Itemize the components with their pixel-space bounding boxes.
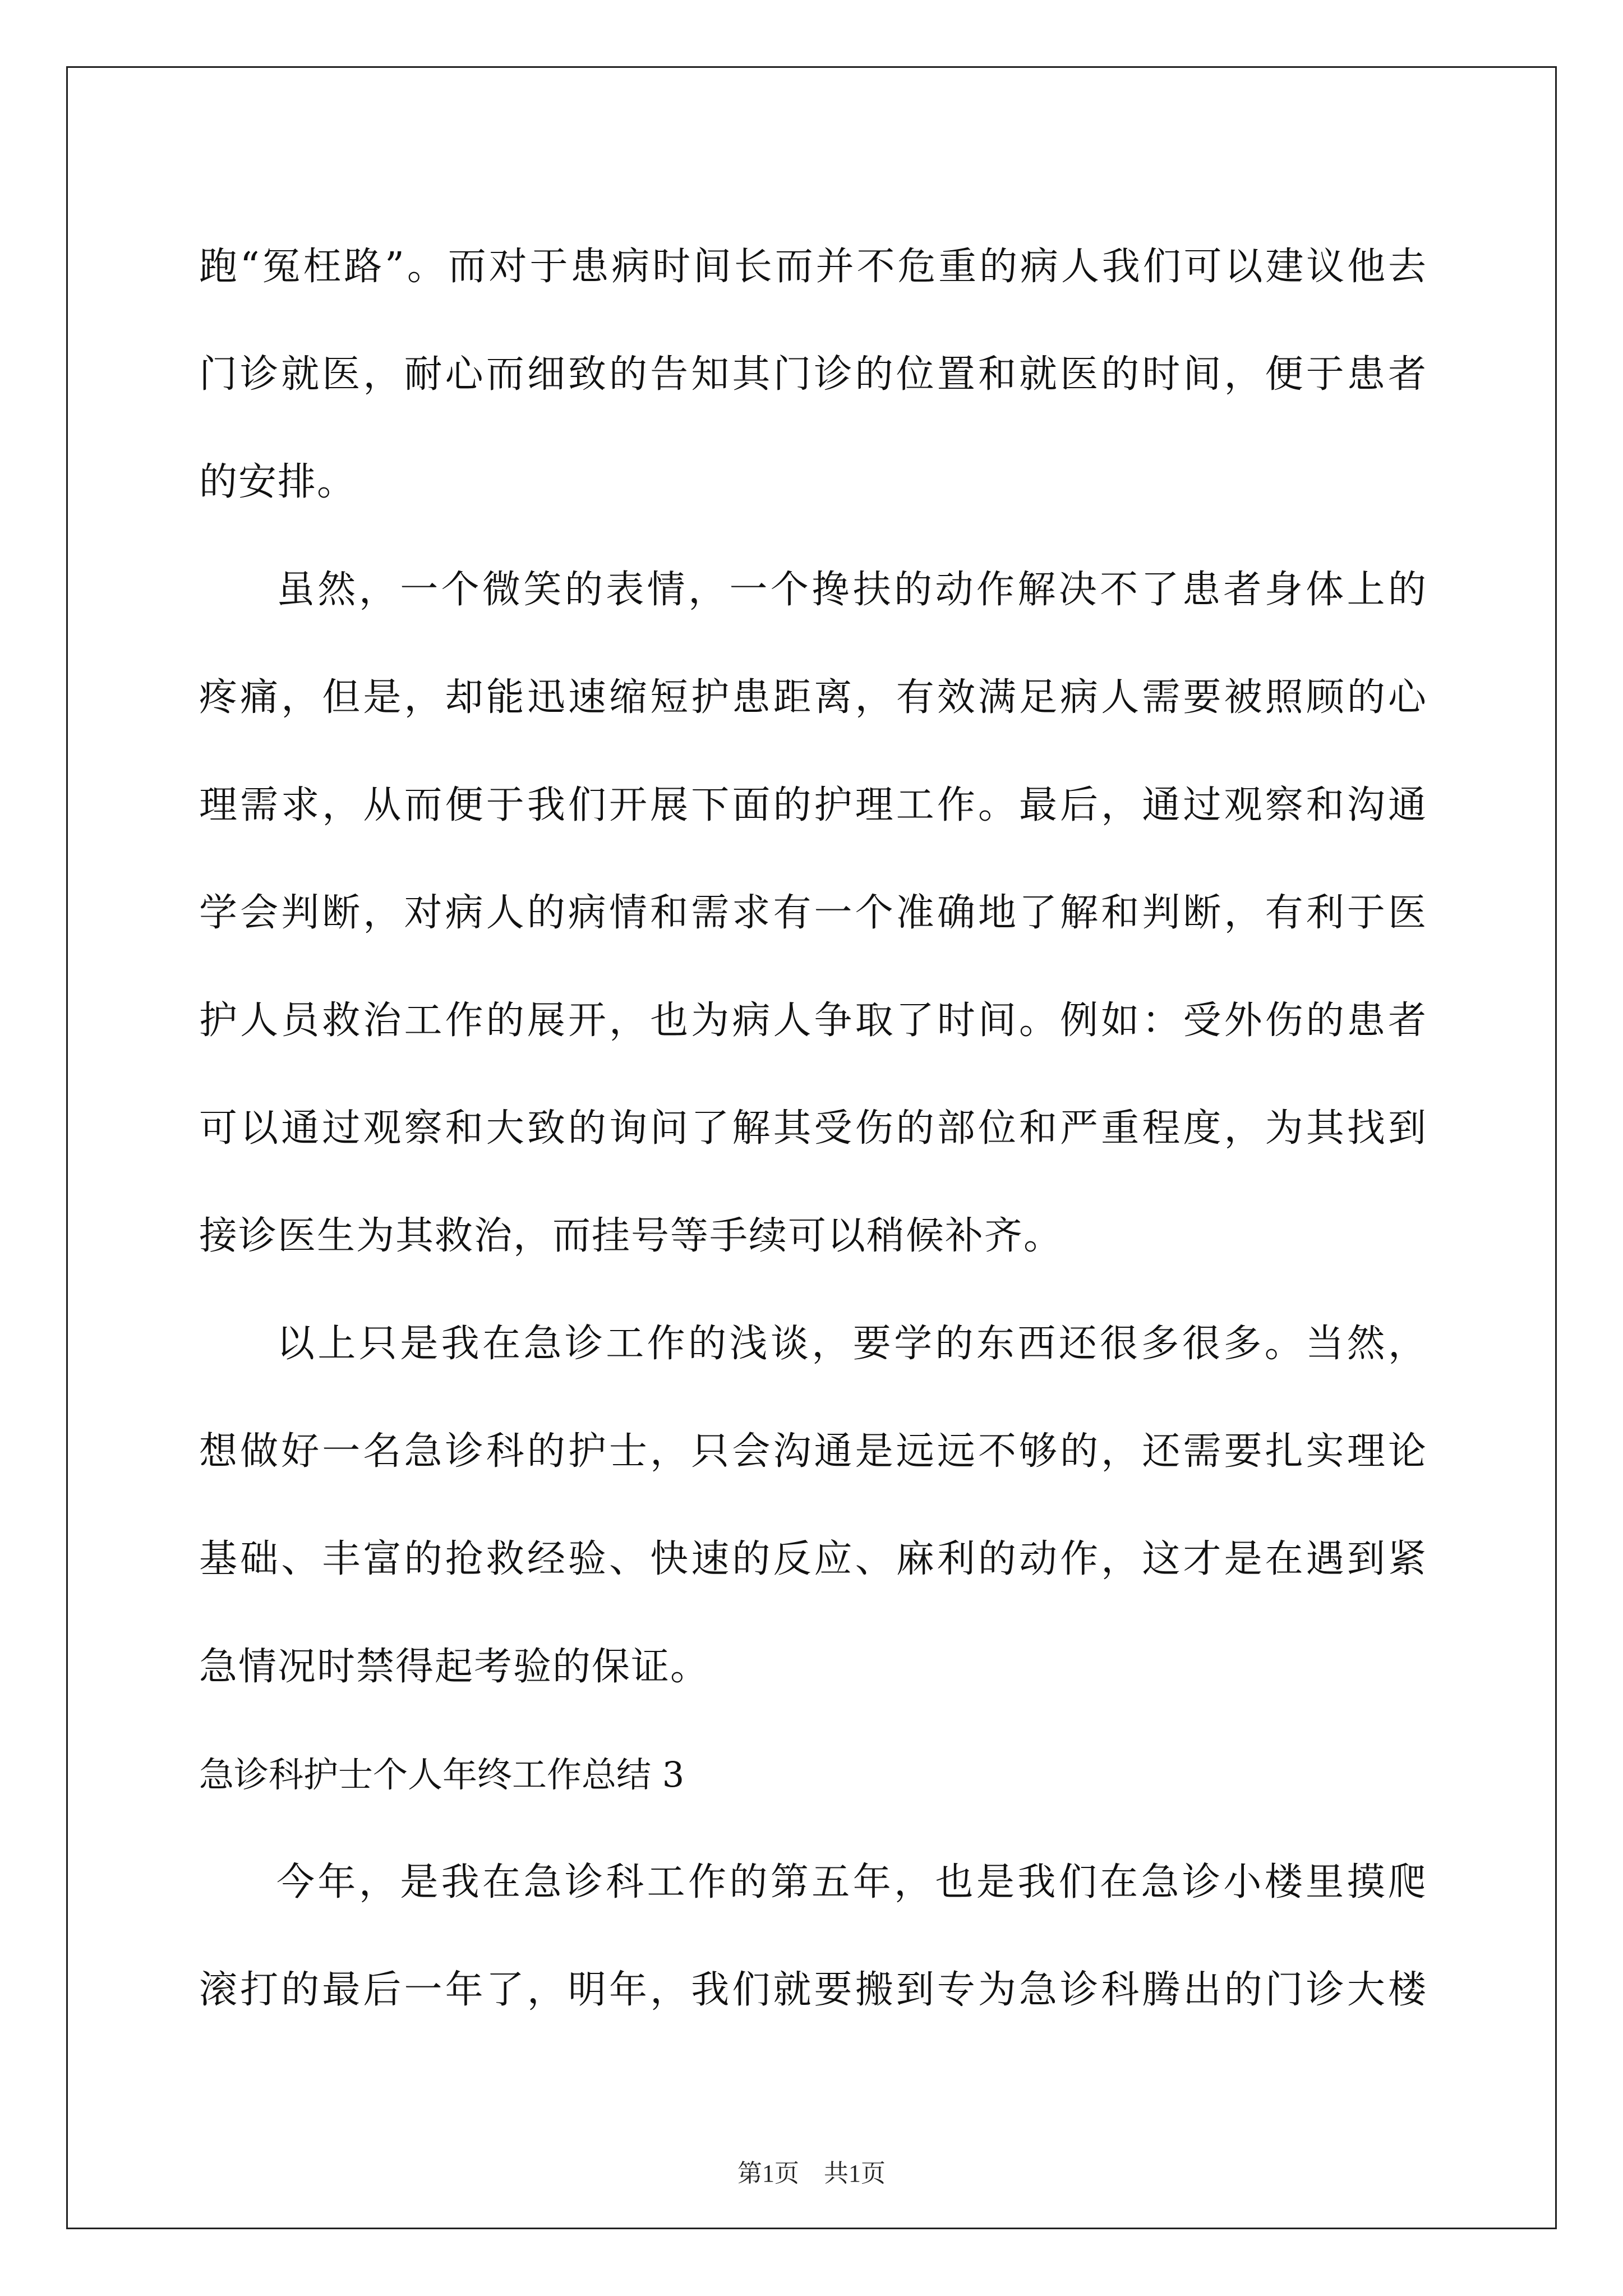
paragraph-line: 以上只是我在急诊工作的浅谈，要学的东西还很多很多。当然， [276,1322,1427,1366]
paragraph-line: 今年，是我在急诊科工作的第五年，也是我们在急诊小楼里摸爬 [276,1860,1427,1904]
paragraph-line: 滚打的最后一年了，明年，我们就要搬到专为急诊科腾出的门诊大楼 [199,1968,1427,2012]
paragraph-line: 基础、丰富的抢救经验、快速的反应、麻利的动作，这才是在遇到紧 [199,1537,1427,1581]
paragraph-line: 护人员救治工作的展开，也为病人争取了时间。例如：受外伤的患者 [199,999,1427,1043]
paragraph-line: 接诊医生为其救治，而挂号等手续可以稍候补齐。 [199,1214,1063,1258]
paragraph-line: 急情况时禁得起考验的保证。 [199,1645,710,1689]
document-body [199,213,1427,2044]
paragraph-line: 学会判断，对病人的病情和需求有一个准确地了解和判断，有利于医 [199,891,1427,935]
paragraph-line: 可以通过观察和大致的询问了解其受伤的部位和严重程度，为其找到 [199,1106,1427,1151]
paragraph-line: 想做好一名急诊科的护士，只会沟通是远远不够的，还需要扎实理论 [199,1429,1427,1474]
paragraph-line: 门诊就医，耐心而细致的告知其门诊的位置和就医的时间，便于患者 [199,352,1427,397]
paragraph-line: 跑“冤枉路”。而对于患病时间长而并不危重的病人我们可以建议他去 [199,245,1427,289]
paragraph-line: 疼痛，但是，却能迅速缩短护患距离，有效满足病人需要被照顾的心 [199,675,1427,720]
section-heading: 急诊科护士个人年终工作总结 3 [199,1754,685,1795]
paragraph-line: 理需求，从而便于我们开展下面的护理工作。最后，通过观察和沟通 [199,783,1427,827]
paragraph-line: 虽然，一个微笑的表情，一个搀扶的动作解决不了患者身体上的 [276,568,1427,612]
page-footer: 第1页 共1页 [737,2160,886,2187]
paragraph-line: 的安排。 [199,460,357,504]
